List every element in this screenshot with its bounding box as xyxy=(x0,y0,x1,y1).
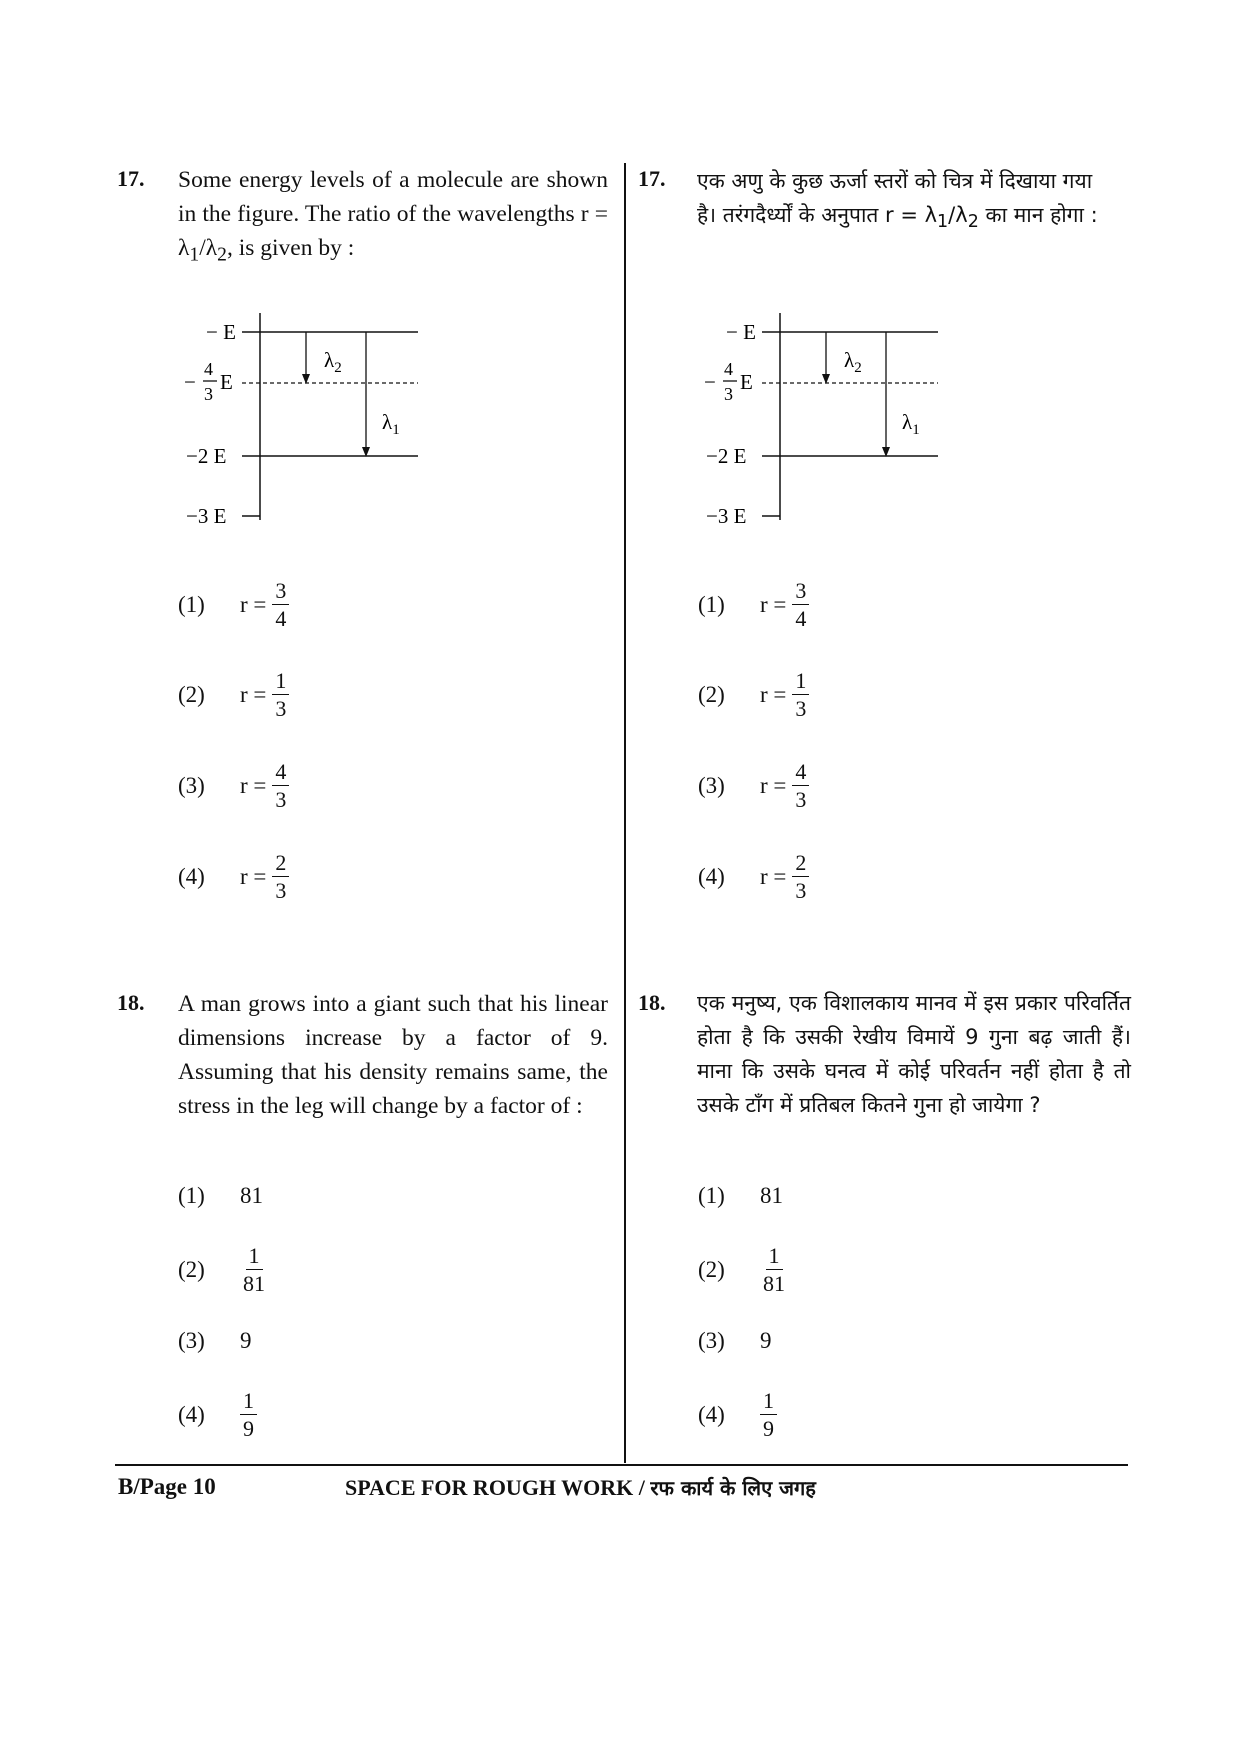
q18-option-2-en[interactable] xyxy=(178,1245,268,1295)
level-minus-2e: −2 E xyxy=(186,444,227,468)
q17-text-en-post: , is given by : xyxy=(226,235,355,261)
q18-option-1-en[interactable] xyxy=(178,1183,263,1209)
q17-option-3-lhs: r = xyxy=(240,773,267,798)
q17-text-en-pre: Some energy levels of a molecule are shown in the figure. The ratio of the wavelengths r = λ xyxy=(178,167,608,261)
level-minus-e-hi: − E xyxy=(726,320,756,344)
q17-text-hi-mid: /λ xyxy=(948,203,968,227)
q17-option-4-lhs: r = xyxy=(240,864,267,889)
q17-option-2-lhs: r = xyxy=(240,682,267,707)
q17-text-hi-line1: एक अणु के कुछ ऊर्जा स्तरों को चित्र में दिखाया गया xyxy=(697,169,1093,193)
q17-option-2-en[interactable] xyxy=(178,670,289,720)
q17-number-hi: 17. xyxy=(638,166,666,191)
q17-text-en xyxy=(178,163,608,273)
q17-sub1-hi: 1 xyxy=(937,212,949,233)
q17-sub2-en: 2 xyxy=(217,244,227,266)
q17-option-1-num-hi: (1) xyxy=(698,592,725,617)
q18-option-4-num: (4) xyxy=(178,1402,205,1427)
level-minus-e: − E xyxy=(206,320,236,344)
energy-level-diagram-hi xyxy=(690,305,950,535)
q17-option-1-frac: $\frac{3}{4}$ xyxy=(272,580,289,630)
lambda2-label-hi: $\lambda_2$ xyxy=(844,348,862,376)
q17-option-3-en[interactable] xyxy=(178,761,289,811)
level-frac-num: 4 xyxy=(204,359,213,379)
level-minus-3e-hi: −3 E xyxy=(706,504,747,528)
level-minus-2e-hi: −2 E xyxy=(706,444,747,468)
q17-option-4-en[interactable] xyxy=(178,852,289,902)
q17-option-3-frac-hi: $\frac{4}{3}$ xyxy=(792,761,809,811)
q17-option-1-frac-hi: $\frac{3}{4}$ xyxy=(792,580,809,630)
q18-option-3-num: (3) xyxy=(178,1328,205,1353)
q17-option-4-num: (4) xyxy=(178,864,205,889)
lambda1-label-hi: $\lambda_1$ xyxy=(902,410,920,438)
lambda1-label: $\lambda_1$ xyxy=(382,410,400,438)
q17-option-1-en[interactable] xyxy=(178,580,289,630)
q18-option-2-hi[interactable] xyxy=(698,1245,788,1295)
q17-option-1-lhs: r = xyxy=(240,592,267,617)
q18-option-1-num: (1) xyxy=(178,1183,205,1208)
q18-option-3-en[interactable] xyxy=(178,1328,252,1354)
q17-option-3-num-hi: (3) xyxy=(698,773,725,798)
q17-text-hi-pre: है। तरंगदैर्ध्यों के अनुपात r = λ xyxy=(697,203,938,227)
q17-option-2-frac: $\frac{1}{3}$ xyxy=(272,670,289,720)
q17-option-3-lhs-hi: r = xyxy=(760,773,787,798)
q17-option-3-frac: $\frac{4}{3}$ xyxy=(272,761,289,811)
q17-option-4-hi[interactable] xyxy=(698,852,809,902)
q17-option-4-lhs-hi: r = xyxy=(760,864,787,889)
q18-option-1-value-hi: 81 xyxy=(760,1183,783,1208)
rough-work-label xyxy=(345,1474,816,1501)
q18-option-3-num-hi: (3) xyxy=(698,1328,725,1353)
energy-level-diagram-en xyxy=(170,305,430,535)
level-frac-den: 3 xyxy=(204,384,213,404)
q18-option-4-hi[interactable] xyxy=(698,1390,777,1440)
q18-option-1-num-hi: (1) xyxy=(698,1183,725,1208)
q17-option-2-num-hi: (2) xyxy=(698,682,725,707)
q17-option-1-num: (1) xyxy=(178,592,205,617)
q18-text-hi: एक मनुष्य, एक विशालकाय मानव में इस प्रकार परिवर्तित होता है कि उसकी रेखीय विमायें 9 गुना बढ़ जाती हैं। माना कि उसके घनत्व में कोई परिवर्तन नहीं होता है तो उसके टाँग में प्रतिबल कितने गुना हो जायेगा ? xyxy=(697,991,1131,1117)
q17-option-4-frac-hi: $\frac{2}{3}$ xyxy=(792,852,809,902)
q18-number-hi: 18. xyxy=(638,990,666,1015)
level-frac-e: E xyxy=(220,370,233,394)
q18-option-2-frac: $\frac{1}{81}$ xyxy=(243,1243,265,1296)
q18-option-4-num-hi: (4) xyxy=(698,1402,725,1427)
q18-option-3-value-hi: 9 xyxy=(760,1328,772,1353)
q17-sub1-en: 1 xyxy=(189,244,200,266)
level-frac-num-hi: 4 xyxy=(724,359,733,379)
rough-work-en: SPACE FOR ROUGH WORK / xyxy=(345,1475,651,1500)
q18-option-1-value: 81 xyxy=(240,1183,263,1208)
q18-option-1-hi[interactable] xyxy=(698,1183,783,1209)
q18-option-2-num-hi: (2) xyxy=(698,1257,725,1282)
q17-option-2-frac-hi: $\frac{1}{3}$ xyxy=(792,670,809,720)
q17-option-3-hi[interactable] xyxy=(698,761,809,811)
q18-option-2-num: (2) xyxy=(178,1257,205,1282)
q17-option-2-hi[interactable] xyxy=(698,670,809,720)
rough-work-hi: रफ कार्य के लिए जगह xyxy=(650,1476,816,1500)
lambda2-label: $\lambda_2$ xyxy=(324,348,342,376)
level-frac-e-hi: E xyxy=(740,370,753,394)
q17-option-2-lhs-hi: r = xyxy=(760,682,787,707)
q18-option-4-en[interactable] xyxy=(178,1390,257,1440)
q18-number-en: 18. xyxy=(117,990,145,1015)
level-frac-den-hi: 3 xyxy=(724,384,733,404)
q18-text-en: A man grows into a giant such that his linear dimensions increase by a factor of 9. Assuming that his density remains same, the stress in the leg will change by a factor of : xyxy=(178,991,608,1119)
q17-option-1-hi[interactable] xyxy=(698,580,809,630)
q18-option-3-hi[interactable] xyxy=(698,1328,772,1354)
q17-text-hi xyxy=(697,164,1131,239)
q17-option-3-num: (3) xyxy=(178,773,205,798)
q17-option-4-frac: $\frac{2}{3}$ xyxy=(272,852,289,902)
page-number: B/Page 10 xyxy=(118,1474,216,1499)
q17-option-1-lhs-hi: r = xyxy=(760,592,787,617)
q17-option-4-num-hi: (4) xyxy=(698,864,725,889)
q17-option-2-num: (2) xyxy=(178,682,205,707)
q18-option-3-value: 9 xyxy=(240,1328,252,1353)
q18-option-2-frac-hi: $\frac{1}{81}$ xyxy=(763,1243,785,1296)
q18-option-4-frac: $\frac{1}{9}$ xyxy=(240,1390,257,1440)
footer-rule xyxy=(115,1464,1128,1466)
level-frac-sign: − xyxy=(184,370,196,394)
column-divider xyxy=(624,163,626,1463)
q18-option-4-frac-hi: $\frac{1}{9}$ xyxy=(760,1390,777,1440)
q17-text-hi-post: का मान होगा : xyxy=(978,203,1098,227)
q17-number-en: 17. xyxy=(117,166,145,191)
level-minus-3e: −3 E xyxy=(186,504,227,528)
q17-text-en-mid: /λ xyxy=(199,235,218,261)
q17-sub2-hi: 2 xyxy=(967,212,979,233)
level-frac-sign-hi: − xyxy=(704,370,716,394)
